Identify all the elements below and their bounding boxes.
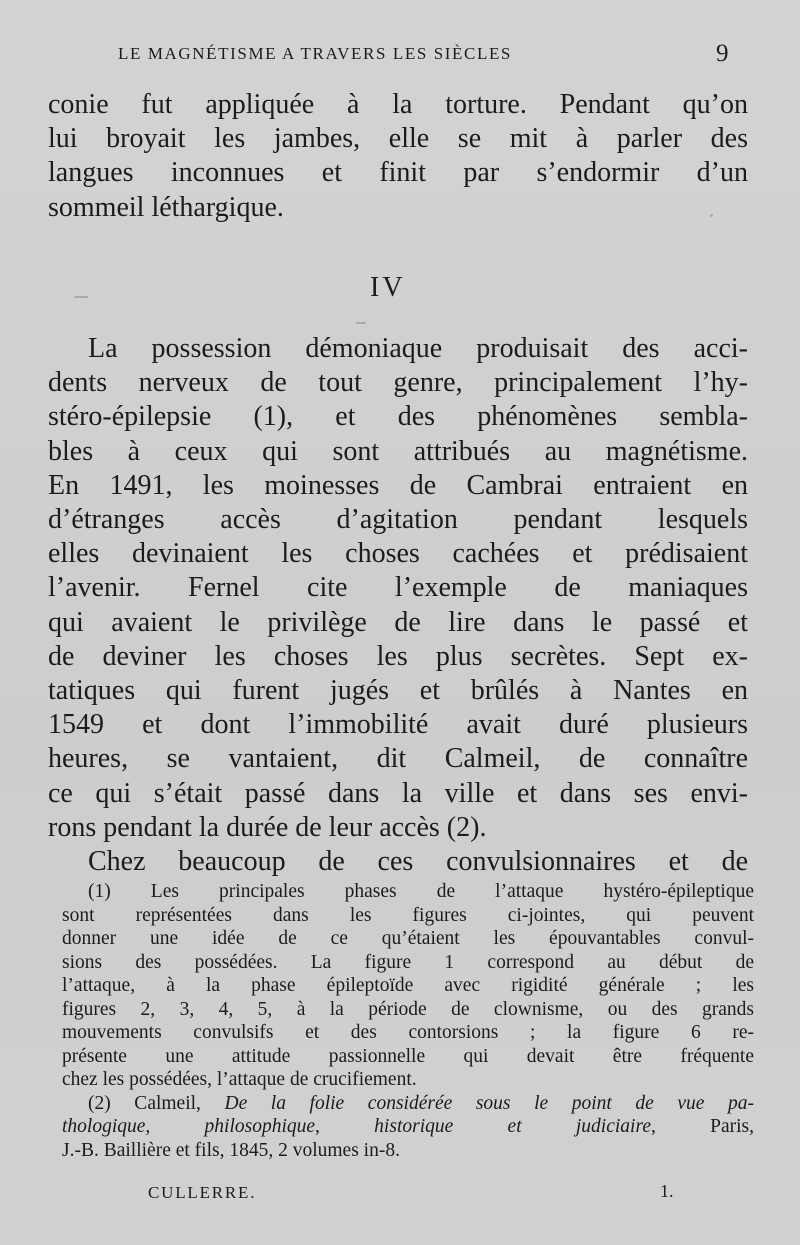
footnote-2-title: De la folie considérée sous le point de vue pa- xyxy=(224,1092,754,1114)
text-line: tatiques qui furent jugés et brûlés à Nantes en xyxy=(48,675,748,707)
footnote-line: chez les possédées, l’attaque de crucifiement. xyxy=(62,1069,417,1090)
text-line: l’avenir. Fernel cite l’exemple de maniaques xyxy=(48,572,748,604)
text-line: rons pendant la durée de leur accès (2). xyxy=(48,811,487,843)
page-number: 9 xyxy=(716,40,729,67)
signature-mark: CULLERRE. xyxy=(148,1183,257,1202)
footnote-2-place: Paris, xyxy=(655,1116,754,1137)
paragraph-1 xyxy=(48,88,748,225)
text-line: conie fut appliquée à la torture. Pendant qu’on xyxy=(48,89,748,120)
text-line: qui avaient le privilège de lire dans le passé et xyxy=(48,606,748,638)
text-line: En 1491, les moinesses de Cambrai entraient en xyxy=(48,469,748,501)
footnote-2-line: J.-B. Baillière et fils, 1845, 2 volumes in-8. xyxy=(62,1139,400,1161)
text-line: 1549 et dont l’immobilité avait duré plusieurs xyxy=(48,709,748,741)
text-line: sommeil léthargique. xyxy=(48,191,284,223)
footnote-2-prefix: (2) Calmeil, xyxy=(88,1092,225,1114)
text-line: d’étranges accès d’agitation pendant lesquels xyxy=(48,504,748,536)
footnote-line: l’attaque, à la phase épileptoïde avec rigidité générale ; les xyxy=(62,975,754,996)
text-line: ce qui s’était passé dans la ville et dans ses envi- xyxy=(48,777,748,809)
footnote-line: présente une attitude passionnelle qui devait être fréquente xyxy=(62,1045,754,1067)
footnote-line: sont représentées dans les figures ci-jointes, qui peuvent xyxy=(62,904,754,926)
footnote-line: mouvements convulsifs et des contorsions ; la figure 6 re- xyxy=(62,1022,754,1043)
text-line: heures, se vantaient, dit Calmeil, de connaître xyxy=(48,743,748,775)
section-heading: IV xyxy=(370,272,406,303)
footnote-line: sions des possédées. La figure 1 correspond au début de xyxy=(62,951,754,973)
sheet-number: 1. xyxy=(660,1181,674,1201)
text-line: de deviner les choses les plus secrètes. Sept ex- xyxy=(48,640,748,672)
text-line: elles devinaient les choses cachées et prédisaient xyxy=(48,538,748,570)
footnote-2-title: thologique, philosophique, historique et judiciaire, xyxy=(62,1116,656,1137)
paragraph-2 xyxy=(48,332,748,879)
text-line: La possession démoniaque produisait des acci- xyxy=(88,333,748,364)
footnotes xyxy=(62,880,754,1162)
text-line: Chez beaucoup de ces convulsionnaires et de xyxy=(88,846,748,878)
text-line: dents nerveux de tout genre, principalement l’hy- xyxy=(48,367,748,399)
paper-speck xyxy=(356,322,366,324)
footnote-2-line xyxy=(62,1115,754,1139)
text-line: bles à ceux qui sont attribués au magnétisme. xyxy=(48,435,748,467)
footnote-line: figures 2, 3, 4, 5, à la période de clownisme, ou des grands xyxy=(62,998,754,1020)
paper-speck xyxy=(710,214,713,217)
text-line: lui broyait les jambes, elle se mit à parler des xyxy=(48,123,748,155)
footnote-2-line xyxy=(62,1092,754,1116)
running-head: LE MAGNÉTISME A TRAVERS LES SIÈCLES xyxy=(118,44,512,63)
footnote-line: (1) Les principales phases de l’attaque hystéro-épileptique xyxy=(88,881,754,902)
paper-speck xyxy=(74,296,88,298)
text-line: stéro-épilepsie (1), et des phénomènes sembla- xyxy=(48,401,748,433)
text-line: langues inconnues et finit par s’endormir d’un xyxy=(48,157,748,189)
footnote-line: donner une idée de ce qu’étaient les épouvantables convul- xyxy=(62,928,754,949)
